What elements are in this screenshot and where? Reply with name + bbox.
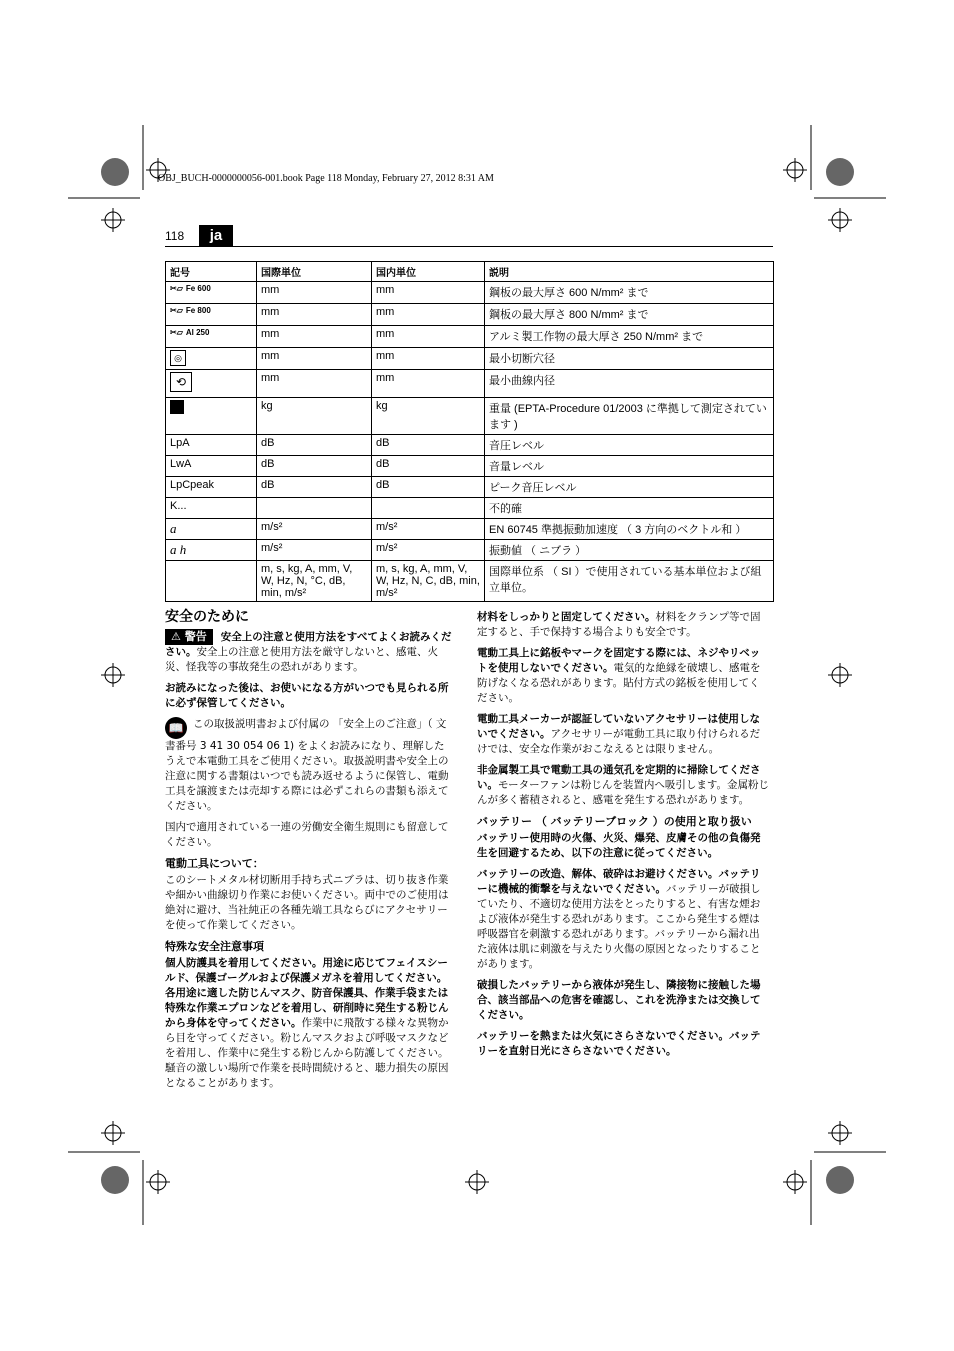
read-manual-icon: 📖: [165, 717, 187, 739]
cell-intl: dB: [257, 456, 372, 477]
cell-symbol: [166, 561, 257, 602]
cut-thickness-icon: ✂▱: [170, 306, 183, 315]
cell-desc: アルミ製工作物の最大厚さ 250 N/mm² まで: [485, 326, 774, 348]
p3-bold: 電動工具メーカーが認証していないアクセサリーは使用しないでください。: [477, 713, 760, 740]
table-row: [166, 540, 774, 561]
cell-desc: 不的確: [485, 498, 774, 519]
cell-local: kg: [372, 398, 485, 435]
cell-intl: dB: [257, 435, 372, 456]
warning-label: 警告: [184, 630, 207, 643]
page-number: 118: [165, 229, 185, 243]
cell-desc: EN 60745 準拠振動加速度 （ 3 方向のベクトル和 ）: [485, 519, 774, 540]
cell-desc: 音量レベル: [485, 456, 774, 477]
table-header-row: [166, 262, 774, 282]
header-local: 国内単位: [372, 262, 485, 282]
cell-symbol: LwA: [166, 456, 257, 477]
p2-bold: 電動工具上に銘板やマークを固定する際には、ネジやリベットを使用しないでください。: [477, 647, 761, 674]
p3-text: アクセサリーが電動工具に取り付けられるだけでは、安全な作業がおこなえるとは限りません。: [477, 728, 761, 755]
cell-local: [372, 498, 485, 519]
warning-icon: ⚠: [171, 630, 181, 643]
cell-symbol: LpCpeak: [166, 477, 257, 498]
battery-heading: バッテリー （ バッテリーブロック ）の使用と取り扱い: [477, 815, 752, 828]
spec-table: [165, 261, 774, 602]
cell-desc: 国際単位系 （ SI ）で使用されている基本単位および組立単位。: [485, 561, 774, 602]
table-row: [166, 477, 774, 498]
p4-bold: 非金属製工具で電動工具の通気孔を定期的に掃除してください。: [477, 764, 761, 791]
header-symbol: 記号: [166, 262, 257, 282]
cell-intl: kg: [257, 398, 372, 435]
p4-text: モーターファンは粉じんを装置内へ吸引します。金属粉じんが多く蓄積されると、感電を発生する恐れがあります。: [477, 779, 770, 806]
b4-bold: バッテリーを熱または火気にさらさないでください。バッテリーを直射日光にさらさないでください。: [477, 1030, 761, 1057]
table-row: [166, 326, 774, 348]
table-row: [166, 370, 774, 398]
book-file-line: OBJ_BUCH-0000000056-001.book Page 118 Monday, February 27, 2012 8:31 AM: [158, 173, 494, 184]
cell-symbol: K...: [166, 498, 257, 519]
section-title: 安全のために: [165, 609, 249, 625]
cell-local: dB: [372, 456, 485, 477]
ppe-bold: 個人防護具を着用してください。用途に応じてフェイスシールド、保護ゴーグルおよび保護メガネを着用してください。各用途に適した防じんマスク、防音保護具、作業手袋または特殊な作業エプロンなどを着用し、研削時に発生する粉じんから身体を守ってください。: [165, 957, 449, 1029]
b2-text: バッテリーが破損していたり、不適切な使用方法をとったりすると、有害な煙および液体が発生する恐れがあります。ここから発生する煙は呼吸器官を刺激する恐れがあります。バッテリーから漏れ出た液体は肌に刺激を与えたり火傷の原因となったりすることがあります。: [477, 883, 761, 970]
language-tab: ja: [199, 225, 233, 247]
cell-intl: mm: [257, 370, 372, 398]
cell-local: dB: [372, 477, 485, 498]
cell-local: dB: [372, 435, 485, 456]
cell-local: mm: [372, 326, 485, 348]
cell-desc: ピーク音圧レベル: [485, 477, 774, 498]
p2-text: 電気的な絶縁を破壊し、感電を防げなくなる恐れがあります。貼付方式の銘板を使用してください。: [477, 662, 761, 704]
b2-bold: バッテリーの改造、解体、破砕はお避けください。バッテリーに機械的衝撃を与えないでください。: [477, 868, 761, 895]
cell-desc: 鋼板の最大厚さ 600 N/mm² まで: [485, 282, 774, 304]
table-row: [166, 304, 774, 326]
cell-desc: 重量 (EPTA-Procedure 01/2003 に準拠して測定されています ): [485, 398, 774, 435]
cell-intl: m/s²: [257, 540, 372, 561]
table-row: [166, 519, 774, 540]
table-row: [166, 282, 774, 304]
cell-local: m, s, kg, A, mm, V, W, Hz, N, C, dB, min, m/s²: [372, 561, 485, 602]
symbol-text: Fe 600: [185, 284, 211, 293]
warning-badge: [165, 629, 213, 645]
cell-desc: 鋼板の最大厚さ 800 N/mm² まで: [485, 304, 774, 326]
cell-local: m/s²: [372, 540, 485, 561]
header-intl: 国際単位: [257, 262, 372, 282]
b1-bold: バッテリー使用時の火傷、火災、爆発、皮膚その他の負傷発生を回避するため、以下の注意に従ってください。: [477, 832, 761, 859]
special-heading: 特殊な安全注意事項: [165, 940, 264, 953]
left-column: [165, 610, 453, 1097]
cell-intl: m, s, kg, A, mm, V, W, Hz, N, °C, dB, min, m/s²: [257, 561, 372, 602]
weight-icon: [170, 400, 184, 414]
hole-diameter-icon: ◎: [170, 350, 186, 366]
right-column: [477, 610, 769, 1065]
cell-local: mm: [372, 348, 485, 370]
cell-intl: mm: [257, 304, 372, 326]
cell-intl: mm: [257, 326, 372, 348]
p1-bold: 材料をしっかりと固定してください。: [477, 611, 656, 623]
cell-desc: 最小切断穴径: [485, 348, 774, 370]
cut-thickness-icon: ✂▱: [170, 284, 183, 293]
cell-desc: 音圧レベル: [485, 435, 774, 456]
cell-symbol: LpA: [166, 435, 257, 456]
cell-symbol: a: [166, 519, 257, 540]
manual-text: この取扱説明書および付属の 「安全上のご注意」（ 文書番号 3 41 30 054 06 1) をよくお読みになり、理解したうえで本電動工具をご使用ください。取扱説明書や安全上の注意に関する書類はいつでも読み返せるように保管し、電動工具を譲渡または売却する際には必ずこれらの書類も添えてください。: [165, 718, 449, 812]
cell-local: m/s²: [372, 519, 485, 540]
cell-desc: 最小曲線内径: [485, 370, 774, 398]
domestic-text: 国内で適用されている一連の労働安全衛生規則にも留意してください。: [165, 821, 449, 848]
table-row: [166, 456, 774, 477]
table-row: [166, 498, 774, 519]
cell-local: mm: [372, 282, 485, 304]
symbol-text: Al 250: [185, 328, 210, 337]
p1-text: 材料をクランプ等で固定すると、手で保持する場合よりも安全です。: [477, 611, 761, 638]
table-row: [166, 398, 774, 435]
warning-text: 安全上の注意と使用方法を厳守しないと、感電、火災、怪我等の事故発生の恐れがあります。: [165, 646, 438, 673]
symbol-text: Fe 800: [185, 306, 211, 315]
b3-bold: 破損したバッテリーから液体が発生し、隣接物に接触した場合、該当部品への危害を確認し、これを洗浄または交換してください。: [477, 979, 761, 1021]
header-rule: [165, 246, 773, 247]
ppe-text: 作業中に飛散する様々な異物から目を守ってください。粉じんマスクおよび呼吸マスクなどを着用し、作業中に発生する粉じんから防護してください。騒音の激しい場所で作業を長時間続けると、聴力損失の原因となることがあります。: [165, 1017, 449, 1089]
cell-local: mm: [372, 304, 485, 326]
warning-bold: 安全上の注意と使用方法をすべてよくお読みください。: [165, 631, 452, 658]
cell-intl: mm: [257, 348, 372, 370]
tool-heading: 電動工具について：: [165, 857, 264, 870]
cell-symbol: a h: [166, 540, 257, 561]
header-desc: 説明: [485, 262, 774, 282]
cell-intl: m/s²: [257, 519, 372, 540]
cell-intl: dB: [257, 477, 372, 498]
table-row: [166, 348, 774, 370]
cell-local: mm: [372, 370, 485, 398]
cell-desc: 振動値 （ ニブラ ）: [485, 540, 774, 561]
table-row: [166, 561, 774, 602]
cell-intl: mm: [257, 282, 372, 304]
table-row: [166, 435, 774, 456]
curve-radius-icon: ⟲: [170, 372, 192, 392]
keep-notice: お読みになった後は、お使いになる方がいつでも見られる所に必ず保管してください。: [165, 682, 449, 709]
tool-text: このシートメタル材切断用手持ち式ニブラは、切り抜き作業や細かい曲線切り作業にお使いください。両中でのご使用は絶対に避け、当社純正の各種先端工具ならびにアクセサリーを使って作業してください。: [165, 874, 449, 931]
cut-thickness-icon: ✂▱: [170, 328, 183, 337]
cell-intl: [257, 498, 372, 519]
